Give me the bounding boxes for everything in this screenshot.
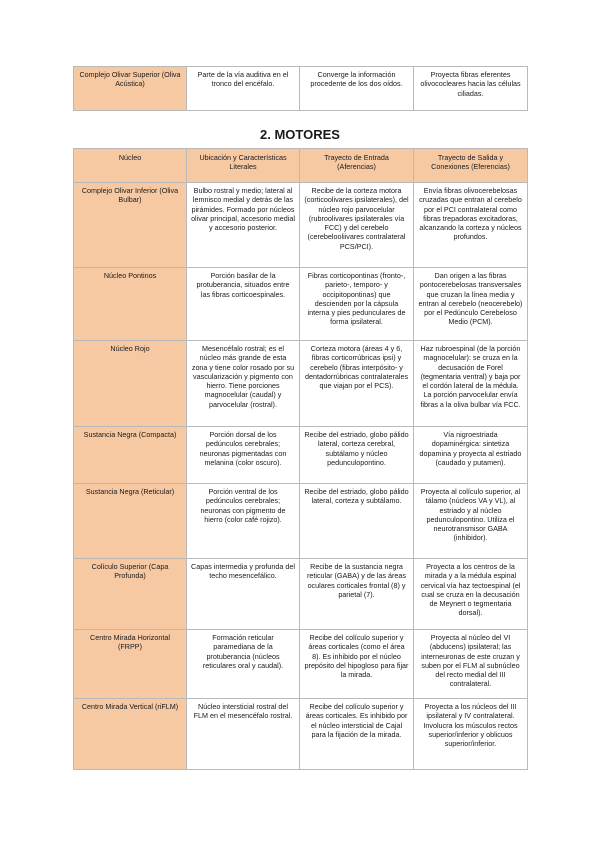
cell-ubicacion: Formación reticular paramediana de la protuberancia (núcleos reticulares oral y caudal). xyxy=(187,630,300,699)
cell-salida: Proyecta fibras eferentes olivococleares hacia las células ciliadas. xyxy=(414,67,528,111)
cell-ubicacion: Capas intermedia y profunda del techo mesencefálico. xyxy=(187,559,300,630)
table-row xyxy=(74,559,528,630)
cell-nucleo: Complejo Olivar Inferior (Oliva Bulbar) xyxy=(74,183,187,268)
table-row xyxy=(74,268,528,341)
cell-salida: Haz rubroespinal (de la porción magnocelular): se cruza en la decusación de Forel (tegmentaria ventral) y baja por el cordón lateral de la médula. La porción parvocelular envía fibras a la oliva bulbar vía FCC. xyxy=(414,341,528,427)
cell-entrada: Corteza motora (áreas 4 y 6, fibras corticorrúbricas ipsi) y cerebelo (fibras interpósito- y dentadorrúbricas contralaterales que viajan por el PCS). xyxy=(300,341,414,427)
cell-entrada: Recibe del colículo superior y áreas corticales. Es inhibido por el núcleo intersticial de Cajal para la fijación de la mirada. xyxy=(300,699,414,770)
cell-nucleo: Centro Mirada Vertical (riFLM) xyxy=(74,699,187,770)
cell-salida: Dan origen a las fibras pontocerebelosas transversales que cruzan la línea media y entran al cerebelo (neocerebelo) por el Pedúnculo Cerebeloso Medio (PCM). xyxy=(414,268,528,341)
cell-salida: Proyecta al núcleo del VI (abducens) ipsilateral; las interneuronas de este cruzan y suben por el FLM al subnúcleo del recto medial del III contralateral. xyxy=(414,630,528,699)
cell-nucleo: Núcleo Pontinos xyxy=(74,268,187,341)
cell-nucleo: Núcleo Rojo xyxy=(74,341,187,427)
table-header-row xyxy=(74,149,528,183)
section-title: 2. MOTORES xyxy=(260,127,340,142)
cell-entrada: Recibe del estriado, globo pálido lateral, corteza y subtálamo. xyxy=(300,484,414,559)
table-row xyxy=(74,341,528,427)
cell-nucleo: Sustancia Negra (Reticular) xyxy=(74,484,187,559)
cell-entrada: Recibe de la sustancia negra reticular (GABA) y de las áreas oculares corticales frontal (8) y parietal (7). xyxy=(300,559,414,630)
cell-nucleo: Sustancia Negra (Compacta) xyxy=(74,427,187,484)
cell-ubicacion: Porción basilar de la protuberancia, situados entre las fibras corticoespinales. xyxy=(187,268,300,341)
cell-ubicacion: Núcleo intersticial rostral del FLM en el mesencéfalo rostral. xyxy=(187,699,300,770)
cell-nucleo: Colículo Superior (Capa Profunda) xyxy=(74,559,187,630)
motores-table xyxy=(73,148,528,770)
cell-salida: Vía nigroestriada dopaminérgica: sintetiza dopamina y proyecta al estriado (caudado y putamen). xyxy=(414,427,528,484)
cell-nucleo: Centro Mirada Horizontal (FRPP) xyxy=(74,630,187,699)
header-ubicacion: Ubicación y Características Literales xyxy=(187,149,300,183)
cell-entrada: Recibe de la corteza motora (corticoolivares ipsilaterales), del núcleo rojo parvocelular (rubroolivares ipsilaterales vía FCC) y del cerebelo (cerebelooliivares contralateral PCS/PCI). xyxy=(300,183,414,268)
table-row xyxy=(74,630,528,699)
cell-ubicacion: Parte de la vía auditiva en el tronco del encéfalo. xyxy=(187,67,300,111)
cell-entrada: Recibe del colículo superior y áreas corticales (como el área 8). Es inhibido por el núcleo prepósito del hipogloso para fijar la mirada. xyxy=(300,630,414,699)
cell-salida: Proyecta a los núcleos del III ipsilateral y IV contralateral. Involucra los músculos rectos superior/inferior y oblicuos superior/inferior. xyxy=(414,699,528,770)
table-row xyxy=(74,699,528,770)
table-row xyxy=(74,67,528,111)
cell-salida: Proyecta al colículo superior, al tálamo (núcleos VA y VL), al estriado y al núcleo pedunculopontino. Utiliza el neurotransmisor GABA (inhibidor). xyxy=(414,484,528,559)
table-row xyxy=(74,484,528,559)
cell-ubicacion: Porción ventral de los pedúnculos cerebrales; neuronas con pigmento de hierro (color café rojizo). xyxy=(187,484,300,559)
table-row xyxy=(74,183,528,268)
table-row xyxy=(74,427,528,484)
cell-ubicacion: Bulbo rostral y medio; lateral al lemnisco medial y detrás de las pirámides. Formado por núcleos olivar principal, accesorio medial y accesorio posterior. xyxy=(187,183,300,268)
cell-salida: Proyecta a los centros de la mirada y a la médula espinal cervical vía haz tectoespinal (el cual se cruza en la decusación de Meynert o tegmentaria dorsal). xyxy=(414,559,528,630)
header-nucleo: Núcleo xyxy=(74,149,187,183)
cell-nucleo: Complejo Olivar Superior (Oliva Acústica) xyxy=(74,67,187,111)
cell-entrada: Converge la información procedente de los dos oídos. xyxy=(300,67,414,111)
previous-section-table xyxy=(73,66,528,111)
cell-ubicacion: Mesencéfalo rostral; es el núcleo más grande de esta zona y tiene color rosado por su vascularización y pigmento con hierro. Tiene porciones magnocelular (caudal) y parvocelular (rostral). xyxy=(187,341,300,427)
header-salida: Trayecto de Salida y Conexiones (Eferencias) xyxy=(414,149,528,183)
cell-entrada: Fibras corticopontinas (fronto-, parieto-, temporo- y occipitopontinas) que descienden por la cápsula interna y pies pedunculares de forma ipsilateral. xyxy=(300,268,414,341)
header-entrada: Trayecto de Entrada (Aferencias) xyxy=(300,149,414,183)
cell-entrada: Recibe del estriado, globo pálido lateral, corteza cerebral, subtálamo y núcleo pedunculopontino. xyxy=(300,427,414,484)
cell-salida: Envía fibras olivocerebelosas cruzadas que entran al cerebelo por el PCI contralateral como fibras trepadoras excitadoras, alcanzando la corteza y núcleos profundos. xyxy=(414,183,528,268)
cell-ubicacion: Porción dorsal de los pedúnculos cerebrales; neuronas pigmentadas con melanina (color oscuro). xyxy=(187,427,300,484)
